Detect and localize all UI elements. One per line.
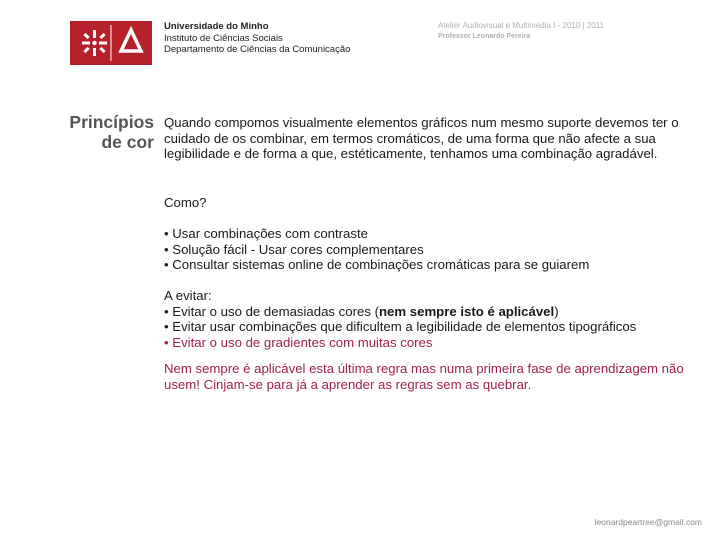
avoid-item: • Evitar usar combinações que dificultem a legibilidade de elementos tipográficos: [164, 319, 637, 334]
logo-emblem-icon: [70, 21, 152, 65]
how-item: • Consultar sistemas online de combinações cromáticas para se guiarem: [164, 257, 590, 272]
intro-line: legibilidade e de forma a que, estéticamente, tenhamos uma combinação agradável.: [164, 146, 658, 161]
intro-paragraph: [164, 115, 679, 162]
note-line: usem! Cinjam-se para já a aprender as regras sem as quebrar.: [164, 376, 532, 392]
university-logo: [70, 21, 152, 65]
footer-email: leonardpeartree@gmail.com: [594, 517, 702, 527]
intro-line: Quando compomos visualmente elementos gráficos num mesmo suporte devemos ter o: [164, 115, 679, 130]
avoid-item-1-prefix: • Evitar o uso de demasiadas cores (: [164, 303, 379, 319]
professor-name: Professor Leonardo Pereira: [438, 32, 531, 40]
intro-line: cuidado de os combinar, em termos cromáticos, de uma forma que não afecte a sua: [164, 130, 656, 146]
slide-title-line-1: Princípios: [69, 112, 154, 132]
note-line: Nem sempre é aplicável esta última regra mas numa primeira fase de aprendizagem não: [164, 361, 684, 376]
how-item: • Usar combinações com contraste: [164, 226, 368, 241]
how-item: • Solução fácil - Usar cores complementares: [164, 241, 424, 257]
slide-title-line-2: de cor: [101, 132, 154, 152]
how-heading: Como?: [164, 195, 207, 210]
institute-name: Instituto de Ciências Sociais: [164, 32, 283, 44]
avoid-section: [164, 288, 636, 350]
institution-info: [164, 21, 350, 56]
course-name: Atelier Audiovisual e Multimédia I - 2010 | 2011: [438, 21, 605, 30]
slide-title: [60, 112, 154, 152]
how-section: [164, 195, 589, 273]
department-name: Departamento de Ciências da Comunicação: [164, 44, 351, 55]
course-info: [438, 21, 604, 42]
avoid-item: [164, 304, 636, 320]
avoid-item-1-bold: nem sempre isto é aplicável: [379, 303, 555, 319]
university-name: Universidade do Minho: [164, 21, 269, 32]
note-paragraph: [164, 361, 684, 392]
avoid-item-highlight: • Evitar o uso de gradientes com muitas cores: [164, 334, 433, 350]
spacer: [164, 211, 589, 227]
avoid-item-1-suffix: ): [554, 303, 559, 319]
avoid-heading: A evitar:: [164, 288, 212, 303]
